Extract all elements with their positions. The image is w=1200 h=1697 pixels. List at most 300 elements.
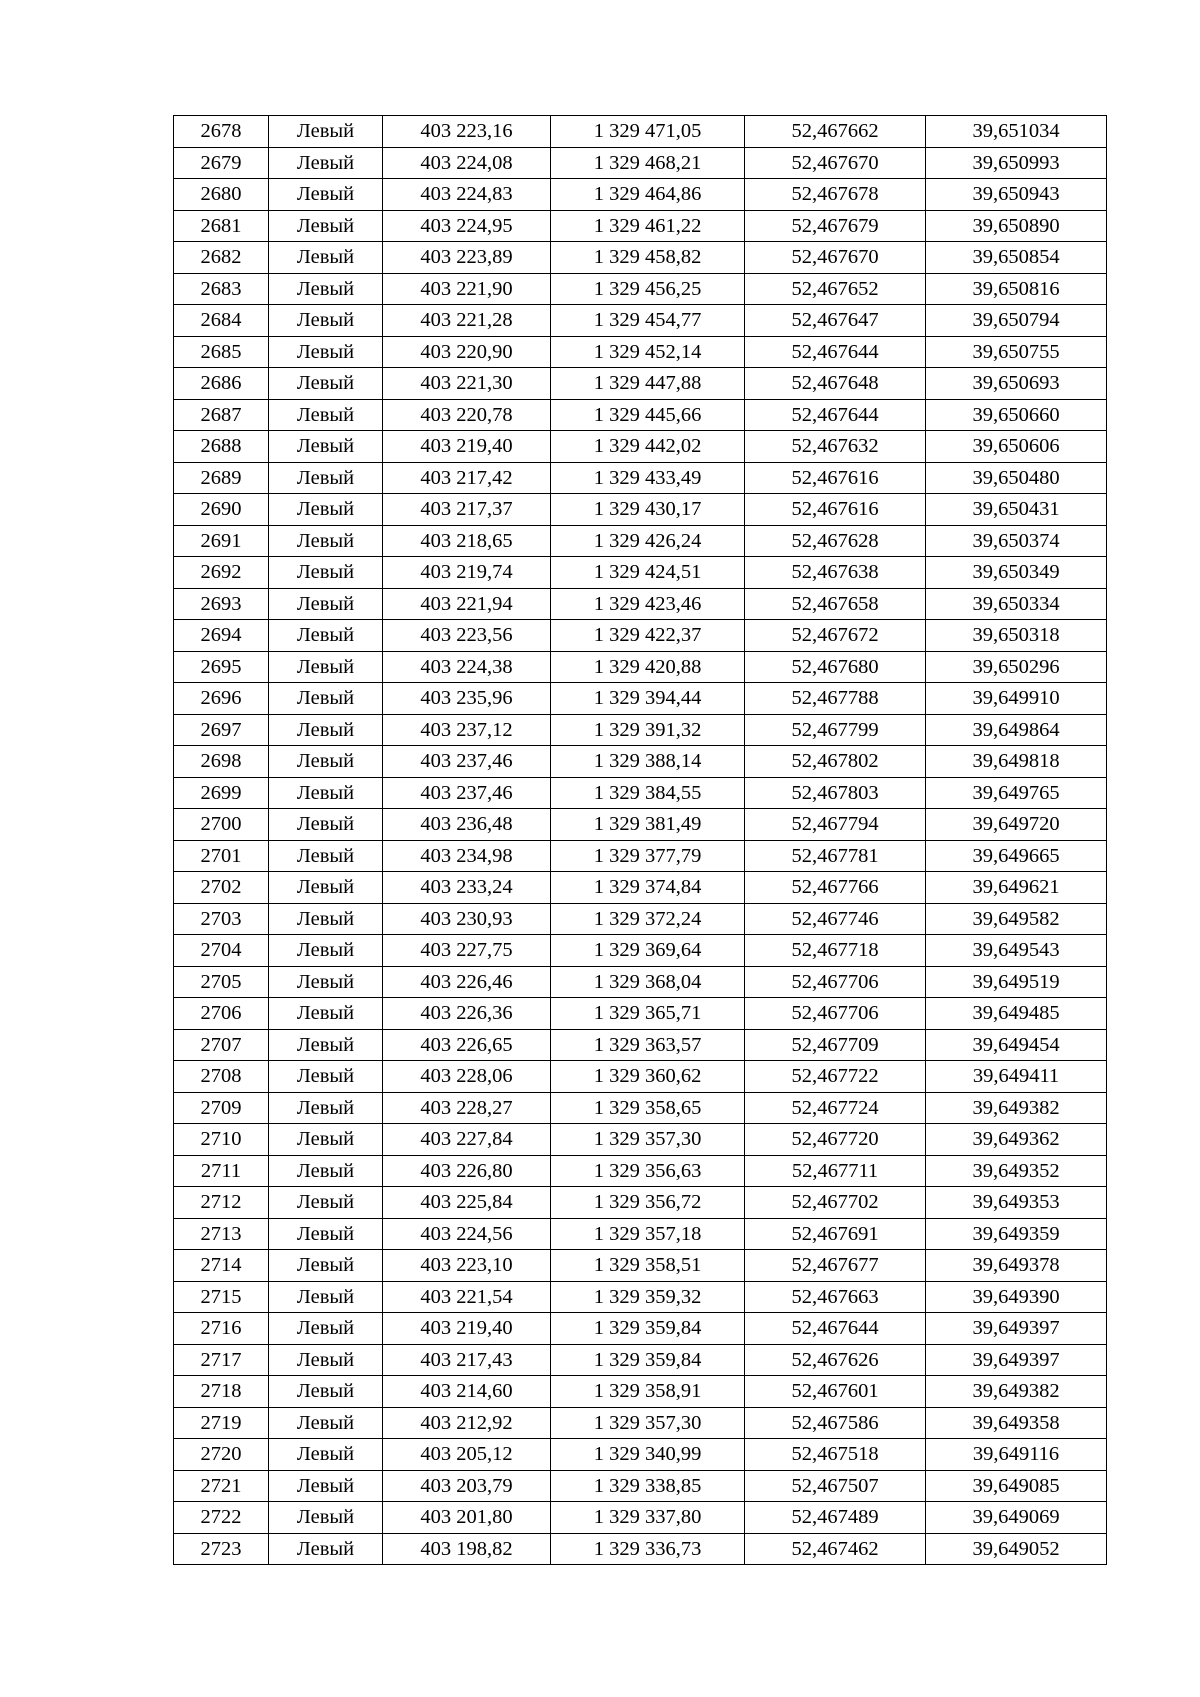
side-cell: Левый xyxy=(269,242,383,274)
point-number-cell: 2691 xyxy=(174,525,269,557)
table-row xyxy=(174,1092,1107,1124)
longitude-cell: 39,649378 xyxy=(926,1250,1107,1282)
table-row xyxy=(174,1313,1107,1345)
y-coordinate-cell: 1 329 445,66 xyxy=(551,399,745,431)
point-number-cell: 2684 xyxy=(174,305,269,337)
y-coordinate-cell: 1 329 356,63 xyxy=(551,1155,745,1187)
latitude-cell: 52,467628 xyxy=(745,525,926,557)
x-coordinate-cell: 403 221,54 xyxy=(383,1281,551,1313)
y-coordinate-cell: 1 329 430,17 xyxy=(551,494,745,526)
side-cell: Левый xyxy=(269,840,383,872)
table-row xyxy=(174,1376,1107,1408)
side-cell: Левый xyxy=(269,1407,383,1439)
longitude-cell: 39,649085 xyxy=(926,1470,1107,1502)
latitude-cell: 52,467652 xyxy=(745,273,926,305)
side-cell: Левый xyxy=(269,1250,383,1282)
x-coordinate-cell: 403 218,65 xyxy=(383,525,551,557)
side-cell: Левый xyxy=(269,147,383,179)
latitude-cell: 52,467766 xyxy=(745,872,926,904)
side-cell: Левый xyxy=(269,273,383,305)
latitude-cell: 52,467507 xyxy=(745,1470,926,1502)
latitude-cell: 52,467799 xyxy=(745,714,926,746)
point-number-cell: 2716 xyxy=(174,1313,269,1345)
coordinates-table xyxy=(173,115,1107,1565)
x-coordinate-cell: 403 227,75 xyxy=(383,935,551,967)
point-number-cell: 2706 xyxy=(174,998,269,1030)
y-coordinate-cell: 1 329 359,32 xyxy=(551,1281,745,1313)
longitude-cell: 39,649765 xyxy=(926,777,1107,809)
longitude-cell: 39,650794 xyxy=(926,305,1107,337)
table-row xyxy=(174,1407,1107,1439)
latitude-cell: 52,467706 xyxy=(745,966,926,998)
side-cell: Левый xyxy=(269,1470,383,1502)
side-cell: Левый xyxy=(269,1502,383,1534)
table-row xyxy=(174,777,1107,809)
table-row xyxy=(174,809,1107,841)
point-number-cell: 2679 xyxy=(174,147,269,179)
side-cell: Левый xyxy=(269,116,383,148)
table-row xyxy=(174,1061,1107,1093)
longitude-cell: 39,649353 xyxy=(926,1187,1107,1219)
coordinates-table-body xyxy=(174,116,1107,1565)
x-coordinate-cell: 403 230,93 xyxy=(383,903,551,935)
point-number-cell: 2686 xyxy=(174,368,269,400)
point-number-cell: 2690 xyxy=(174,494,269,526)
side-cell: Левый xyxy=(269,651,383,683)
side-cell: Левый xyxy=(269,935,383,967)
x-coordinate-cell: 403 219,40 xyxy=(383,1313,551,1345)
table-row xyxy=(174,1187,1107,1219)
x-coordinate-cell: 403 201,80 xyxy=(383,1502,551,1534)
longitude-cell: 39,650943 xyxy=(926,179,1107,211)
latitude-cell: 52,467680 xyxy=(745,651,926,683)
side-cell: Левый xyxy=(269,1533,383,1565)
table-row xyxy=(174,273,1107,305)
point-number-cell: 2689 xyxy=(174,462,269,494)
point-number-cell: 2710 xyxy=(174,1124,269,1156)
table-row xyxy=(174,620,1107,652)
longitude-cell: 39,651034 xyxy=(926,116,1107,148)
longitude-cell: 39,650374 xyxy=(926,525,1107,557)
longitude-cell: 39,650480 xyxy=(926,462,1107,494)
longitude-cell: 39,649359 xyxy=(926,1218,1107,1250)
point-number-cell: 2720 xyxy=(174,1439,269,1471)
point-number-cell: 2713 xyxy=(174,1218,269,1250)
point-number-cell: 2696 xyxy=(174,683,269,715)
y-coordinate-cell: 1 329 377,79 xyxy=(551,840,745,872)
y-coordinate-cell: 1 329 381,49 xyxy=(551,809,745,841)
y-coordinate-cell: 1 329 357,18 xyxy=(551,1218,745,1250)
y-coordinate-cell: 1 329 452,14 xyxy=(551,336,745,368)
latitude-cell: 52,467803 xyxy=(745,777,926,809)
table-row xyxy=(174,1439,1107,1471)
side-cell: Левый xyxy=(269,872,383,904)
point-number-cell: 2722 xyxy=(174,1502,269,1534)
y-coordinate-cell: 1 329 422,37 xyxy=(551,620,745,652)
side-cell: Левый xyxy=(269,462,383,494)
longitude-cell: 39,649818 xyxy=(926,746,1107,778)
table-row xyxy=(174,368,1107,400)
point-number-cell: 2688 xyxy=(174,431,269,463)
y-coordinate-cell: 1 329 394,44 xyxy=(551,683,745,715)
point-number-cell: 2678 xyxy=(174,116,269,148)
latitude-cell: 52,467489 xyxy=(745,1502,926,1534)
side-cell: Левый xyxy=(269,525,383,557)
x-coordinate-cell: 403 212,92 xyxy=(383,1407,551,1439)
latitude-cell: 52,467644 xyxy=(745,399,926,431)
latitude-cell: 52,467644 xyxy=(745,336,926,368)
table-row xyxy=(174,966,1107,998)
side-cell: Левый xyxy=(269,714,383,746)
longitude-cell: 39,650755 xyxy=(926,336,1107,368)
point-number-cell: 2695 xyxy=(174,651,269,683)
longitude-cell: 39,650854 xyxy=(926,242,1107,274)
point-number-cell: 2681 xyxy=(174,210,269,242)
y-coordinate-cell: 1 329 358,65 xyxy=(551,1092,745,1124)
side-cell: Левый xyxy=(269,431,383,463)
point-number-cell: 2714 xyxy=(174,1250,269,1282)
longitude-cell: 39,649411 xyxy=(926,1061,1107,1093)
x-coordinate-cell: 403 221,28 xyxy=(383,305,551,337)
x-coordinate-cell: 403 224,95 xyxy=(383,210,551,242)
longitude-cell: 39,649116 xyxy=(926,1439,1107,1471)
latitude-cell: 52,467711 xyxy=(745,1155,926,1187)
side-cell: Левый xyxy=(269,210,383,242)
x-coordinate-cell: 403 237,46 xyxy=(383,746,551,778)
table-row xyxy=(174,840,1107,872)
longitude-cell: 39,649390 xyxy=(926,1281,1107,1313)
latitude-cell: 52,467802 xyxy=(745,746,926,778)
side-cell: Левый xyxy=(269,494,383,526)
longitude-cell: 39,649910 xyxy=(926,683,1107,715)
latitude-cell: 52,467678 xyxy=(745,179,926,211)
x-coordinate-cell: 403 237,12 xyxy=(383,714,551,746)
x-coordinate-cell: 403 221,90 xyxy=(383,273,551,305)
table-row xyxy=(174,1281,1107,1313)
point-number-cell: 2699 xyxy=(174,777,269,809)
side-cell: Левый xyxy=(269,1092,383,1124)
y-coordinate-cell: 1 329 456,25 xyxy=(551,273,745,305)
x-coordinate-cell: 403 237,46 xyxy=(383,777,551,809)
point-number-cell: 2721 xyxy=(174,1470,269,1502)
point-number-cell: 2693 xyxy=(174,588,269,620)
longitude-cell: 39,650816 xyxy=(926,273,1107,305)
table-row xyxy=(174,1250,1107,1282)
y-coordinate-cell: 1 329 358,91 xyxy=(551,1376,745,1408)
x-coordinate-cell: 403 224,83 xyxy=(383,179,551,211)
side-cell: Левый xyxy=(269,1155,383,1187)
y-coordinate-cell: 1 329 374,84 xyxy=(551,872,745,904)
point-number-cell: 2698 xyxy=(174,746,269,778)
longitude-cell: 39,650318 xyxy=(926,620,1107,652)
table-row xyxy=(174,651,1107,683)
longitude-cell: 39,649382 xyxy=(926,1376,1107,1408)
longitude-cell: 39,649519 xyxy=(926,966,1107,998)
side-cell: Левый xyxy=(269,305,383,337)
table-row xyxy=(174,179,1107,211)
y-coordinate-cell: 1 329 338,85 xyxy=(551,1470,745,1502)
longitude-cell: 39,649052 xyxy=(926,1533,1107,1565)
table-row xyxy=(174,336,1107,368)
latitude-cell: 52,467518 xyxy=(745,1439,926,1471)
longitude-cell: 39,649864 xyxy=(926,714,1107,746)
y-coordinate-cell: 1 329 388,14 xyxy=(551,746,745,778)
side-cell: Левый xyxy=(269,903,383,935)
side-cell: Левый xyxy=(269,966,383,998)
latitude-cell: 52,467679 xyxy=(745,210,926,242)
longitude-cell: 39,650349 xyxy=(926,557,1107,589)
latitude-cell: 52,467632 xyxy=(745,431,926,463)
point-number-cell: 2723 xyxy=(174,1533,269,1565)
longitude-cell: 39,650890 xyxy=(926,210,1107,242)
y-coordinate-cell: 1 329 384,55 xyxy=(551,777,745,809)
y-coordinate-cell: 1 329 391,32 xyxy=(551,714,745,746)
x-coordinate-cell: 403 233,24 xyxy=(383,872,551,904)
table-row xyxy=(174,1124,1107,1156)
y-coordinate-cell: 1 329 365,71 xyxy=(551,998,745,1030)
longitude-cell: 39,649665 xyxy=(926,840,1107,872)
point-number-cell: 2682 xyxy=(174,242,269,274)
latitude-cell: 52,467691 xyxy=(745,1218,926,1250)
y-coordinate-cell: 1 329 426,24 xyxy=(551,525,745,557)
table-row xyxy=(174,903,1107,935)
side-cell: Левый xyxy=(269,620,383,652)
longitude-cell: 39,649382 xyxy=(926,1092,1107,1124)
y-coordinate-cell: 1 329 357,30 xyxy=(551,1124,745,1156)
table-row xyxy=(174,1470,1107,1502)
y-coordinate-cell: 1 329 337,80 xyxy=(551,1502,745,1534)
latitude-cell: 52,467616 xyxy=(745,462,926,494)
longitude-cell: 39,649358 xyxy=(926,1407,1107,1439)
point-number-cell: 2701 xyxy=(174,840,269,872)
point-number-cell: 2680 xyxy=(174,179,269,211)
table-row xyxy=(174,935,1107,967)
longitude-cell: 39,649582 xyxy=(926,903,1107,935)
table-row xyxy=(174,1344,1107,1376)
x-coordinate-cell: 403 223,10 xyxy=(383,1250,551,1282)
point-number-cell: 2700 xyxy=(174,809,269,841)
longitude-cell: 39,650660 xyxy=(926,399,1107,431)
y-coordinate-cell: 1 329 372,24 xyxy=(551,903,745,935)
y-coordinate-cell: 1 329 360,62 xyxy=(551,1061,745,1093)
side-cell: Левый xyxy=(269,1439,383,1471)
x-coordinate-cell: 403 220,78 xyxy=(383,399,551,431)
side-cell: Левый xyxy=(269,399,383,431)
y-coordinate-cell: 1 329 340,99 xyxy=(551,1439,745,1471)
side-cell: Левый xyxy=(269,1218,383,1250)
latitude-cell: 52,467702 xyxy=(745,1187,926,1219)
x-coordinate-cell: 403 214,60 xyxy=(383,1376,551,1408)
latitude-cell: 52,467647 xyxy=(745,305,926,337)
y-coordinate-cell: 1 329 359,84 xyxy=(551,1313,745,1345)
longitude-cell: 39,650296 xyxy=(926,651,1107,683)
point-number-cell: 2702 xyxy=(174,872,269,904)
table-row xyxy=(174,1502,1107,1534)
longitude-cell: 39,649454 xyxy=(926,1029,1107,1061)
side-cell: Левый xyxy=(269,1344,383,1376)
side-cell: Левый xyxy=(269,588,383,620)
latitude-cell: 52,467638 xyxy=(745,557,926,589)
y-coordinate-cell: 1 329 420,88 xyxy=(551,651,745,683)
table-row xyxy=(174,431,1107,463)
table-row xyxy=(174,1155,1107,1187)
latitude-cell: 52,467709 xyxy=(745,1029,926,1061)
side-cell: Левый xyxy=(269,1376,383,1408)
y-coordinate-cell: 1 329 471,05 xyxy=(551,116,745,148)
latitude-cell: 52,467616 xyxy=(745,494,926,526)
x-coordinate-cell: 403 221,94 xyxy=(383,588,551,620)
longitude-cell: 39,649720 xyxy=(926,809,1107,841)
point-number-cell: 2705 xyxy=(174,966,269,998)
side-cell: Левый xyxy=(269,1313,383,1345)
latitude-cell: 52,467724 xyxy=(745,1092,926,1124)
longitude-cell: 39,649485 xyxy=(926,998,1107,1030)
y-coordinate-cell: 1 329 461,22 xyxy=(551,210,745,242)
latitude-cell: 52,467670 xyxy=(745,147,926,179)
latitude-cell: 52,467788 xyxy=(745,683,926,715)
longitude-cell: 39,649397 xyxy=(926,1344,1107,1376)
point-number-cell: 2707 xyxy=(174,1029,269,1061)
x-coordinate-cell: 403 226,36 xyxy=(383,998,551,1030)
point-number-cell: 2692 xyxy=(174,557,269,589)
x-coordinate-cell: 403 217,37 xyxy=(383,494,551,526)
x-coordinate-cell: 403 236,48 xyxy=(383,809,551,841)
point-number-cell: 2697 xyxy=(174,714,269,746)
side-cell: Левый xyxy=(269,777,383,809)
longitude-cell: 39,649621 xyxy=(926,872,1107,904)
x-coordinate-cell: 403 217,42 xyxy=(383,462,551,494)
x-coordinate-cell: 403 224,38 xyxy=(383,651,551,683)
y-coordinate-cell: 1 329 447,88 xyxy=(551,368,745,400)
latitude-cell: 52,467658 xyxy=(745,588,926,620)
table-row xyxy=(174,1533,1107,1565)
longitude-cell: 39,650334 xyxy=(926,588,1107,620)
point-number-cell: 2687 xyxy=(174,399,269,431)
longitude-cell: 39,649069 xyxy=(926,1502,1107,1534)
point-number-cell: 2717 xyxy=(174,1344,269,1376)
y-coordinate-cell: 1 329 442,02 xyxy=(551,431,745,463)
table-row xyxy=(174,116,1107,148)
point-number-cell: 2711 xyxy=(174,1155,269,1187)
y-coordinate-cell: 1 329 369,64 xyxy=(551,935,745,967)
side-cell: Левый xyxy=(269,368,383,400)
x-coordinate-cell: 403 203,79 xyxy=(383,1470,551,1502)
y-coordinate-cell: 1 329 458,82 xyxy=(551,242,745,274)
table-row xyxy=(174,1218,1107,1250)
side-cell: Левый xyxy=(269,1187,383,1219)
point-number-cell: 2709 xyxy=(174,1092,269,1124)
table-row xyxy=(174,147,1107,179)
table-row xyxy=(174,683,1107,715)
latitude-cell: 52,467601 xyxy=(745,1376,926,1408)
table-row xyxy=(174,588,1107,620)
point-number-cell: 2704 xyxy=(174,935,269,967)
side-cell: Левый xyxy=(269,179,383,211)
latitude-cell: 52,467706 xyxy=(745,998,926,1030)
point-number-cell: 2712 xyxy=(174,1187,269,1219)
x-coordinate-cell: 403 225,84 xyxy=(383,1187,551,1219)
longitude-cell: 39,650431 xyxy=(926,494,1107,526)
longitude-cell: 39,650693 xyxy=(926,368,1107,400)
longitude-cell: 39,649397 xyxy=(926,1313,1107,1345)
y-coordinate-cell: 1 329 424,51 xyxy=(551,557,745,589)
latitude-cell: 52,467672 xyxy=(745,620,926,652)
x-coordinate-cell: 403 219,74 xyxy=(383,557,551,589)
x-coordinate-cell: 403 205,12 xyxy=(383,1439,551,1471)
side-cell: Левый xyxy=(269,1061,383,1093)
latitude-cell: 52,467746 xyxy=(745,903,926,935)
table-row xyxy=(174,998,1107,1030)
side-cell: Левый xyxy=(269,557,383,589)
y-coordinate-cell: 1 329 357,30 xyxy=(551,1407,745,1439)
x-coordinate-cell: 403 223,89 xyxy=(383,242,551,274)
latitude-cell: 52,467720 xyxy=(745,1124,926,1156)
y-coordinate-cell: 1 329 368,04 xyxy=(551,966,745,998)
side-cell: Левый xyxy=(269,746,383,778)
x-coordinate-cell: 403 198,82 xyxy=(383,1533,551,1565)
side-cell: Левый xyxy=(269,1281,383,1313)
x-coordinate-cell: 403 219,40 xyxy=(383,431,551,463)
x-coordinate-cell: 403 228,27 xyxy=(383,1092,551,1124)
latitude-cell: 52,467794 xyxy=(745,809,926,841)
latitude-cell: 52,467663 xyxy=(745,1281,926,1313)
y-coordinate-cell: 1 329 358,51 xyxy=(551,1250,745,1282)
longitude-cell: 39,649362 xyxy=(926,1124,1107,1156)
point-number-cell: 2719 xyxy=(174,1407,269,1439)
side-cell: Левый xyxy=(269,1124,383,1156)
latitude-cell: 52,467462 xyxy=(745,1533,926,1565)
point-number-cell: 2708 xyxy=(174,1061,269,1093)
point-number-cell: 2703 xyxy=(174,903,269,935)
table-row xyxy=(174,1029,1107,1061)
y-coordinate-cell: 1 329 433,49 xyxy=(551,462,745,494)
x-coordinate-cell: 403 223,16 xyxy=(383,116,551,148)
x-coordinate-cell: 403 220,90 xyxy=(383,336,551,368)
point-number-cell: 2685 xyxy=(174,336,269,368)
table-row xyxy=(174,242,1107,274)
x-coordinate-cell: 403 226,80 xyxy=(383,1155,551,1187)
table-row xyxy=(174,399,1107,431)
y-coordinate-cell: 1 329 356,72 xyxy=(551,1187,745,1219)
y-coordinate-cell: 1 329 359,84 xyxy=(551,1344,745,1376)
y-coordinate-cell: 1 329 464,86 xyxy=(551,179,745,211)
y-coordinate-cell: 1 329 423,46 xyxy=(551,588,745,620)
longitude-cell: 39,649543 xyxy=(926,935,1107,967)
y-coordinate-cell: 1 329 454,77 xyxy=(551,305,745,337)
latitude-cell: 52,467781 xyxy=(745,840,926,872)
y-coordinate-cell: 1 329 363,57 xyxy=(551,1029,745,1061)
side-cell: Левый xyxy=(269,683,383,715)
table-row xyxy=(174,872,1107,904)
x-coordinate-cell: 403 235,96 xyxy=(383,683,551,715)
table-row xyxy=(174,494,1107,526)
latitude-cell: 52,467648 xyxy=(745,368,926,400)
x-coordinate-cell: 403 228,06 xyxy=(383,1061,551,1093)
y-coordinate-cell: 1 329 336,73 xyxy=(551,1533,745,1565)
x-coordinate-cell: 403 224,56 xyxy=(383,1218,551,1250)
longitude-cell: 39,650606 xyxy=(926,431,1107,463)
latitude-cell: 52,467662 xyxy=(745,116,926,148)
x-coordinate-cell: 403 224,08 xyxy=(383,147,551,179)
table-row xyxy=(174,714,1107,746)
side-cell: Левый xyxy=(269,998,383,1030)
x-coordinate-cell: 403 221,30 xyxy=(383,368,551,400)
x-coordinate-cell: 403 226,65 xyxy=(383,1029,551,1061)
x-coordinate-cell: 403 217,43 xyxy=(383,1344,551,1376)
latitude-cell: 52,467670 xyxy=(745,242,926,274)
latitude-cell: 52,467677 xyxy=(745,1250,926,1282)
point-number-cell: 2683 xyxy=(174,273,269,305)
